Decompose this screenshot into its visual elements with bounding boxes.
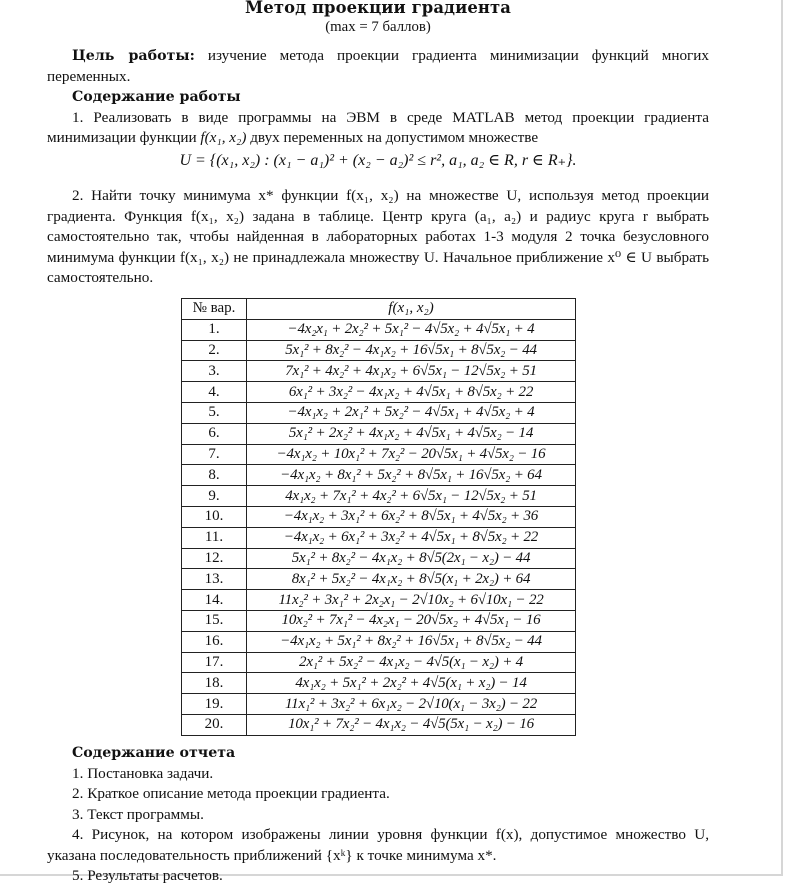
variant-function: 6x₁² + 3x₂² − 4x₁x₂ + 4√5x₁ + 8√5x₂ + 22 (247, 382, 576, 403)
table-row (182, 527, 576, 548)
report-item-4: 4. Рисунок, на котором изображены линии уровня функции f(x), допустимое множество U, указана последовательность приближений {xᵏ} к точке минимума x*. (47, 826, 709, 864)
variant-number: 16. (182, 631, 247, 652)
goal-text: изучение метода проекции градиента минимизации функций многих переменных. (47, 47, 709, 85)
table-row (182, 548, 576, 569)
variant-number: 17. (182, 652, 247, 673)
variant-function: −4x₁x₂ + 8x₁² + 5x₂² + 8√5x₁ + 16√5x₂ + 64 (247, 465, 576, 486)
variant-function: 2x₁² + 5x₂² − 4x₁x₂ − 4√5(x₁ − x₂) + 4 (247, 652, 576, 673)
variant-function: −4x₁x₂ + 5x₁² + 8x₂² + 16√5x₁ + 8√5x₂ − 44 (247, 631, 576, 652)
variant-function: 5x₁² + 8x₂² − 4x₁x₂ + 16√5x₁ + 8√5x₂ − 44 (247, 340, 576, 361)
variant-number: 6. (182, 423, 247, 444)
report-item-5: 5. Результаты расчетов. (72, 867, 223, 884)
admissible-set-formula: U = {(x₁, x₂) : (x₁ − a₁)² + (x₂ − a₂)² ≤ r², a₁, a₂ ∈ R, r ∈ R₊}. (179, 151, 577, 169)
variant-number: 3. (182, 361, 247, 382)
variant-function: 8x₁² + 5x₂² − 4x₁x₂ + 8√5(x₁ + 2x₂) + 64 (247, 569, 576, 590)
variant-number: 4. (182, 382, 247, 403)
variant-number: 10. (182, 506, 247, 527)
variant-function: 10x₁² + 7x₂² − 4x₁x₂ − 4√5(5x₁ − x₂) − 16 (247, 714, 576, 735)
table-row (182, 340, 576, 361)
variant-number: 12. (182, 548, 247, 569)
table-row (182, 402, 576, 423)
variant-function: 5x₁² + 8x₂² − 4x₁x₂ + 8√5(2x₁ − x₂) − 44 (247, 548, 576, 569)
goal-section (47, 46, 709, 87)
report-item-1: 1. Постановка задачи. (72, 764, 214, 782)
work-item-2: 2. Найти точку минимума x* функции f(x₁, x₂) на множестве U, используя метод проекции градиента. Функция f(x₁, x₂) задана в таблице. Центр круга (a₁, a₂) и радиус круга r выбрать самостоятельно так, чтобы найденная в лабораторных работах 1-3 модуля 2 точка безусловного минимума функции f(x₁, x₂) не принадлежала множеству U. Начальное приближение x⁰ ∈ U выбрать самостоятельно. (47, 187, 709, 286)
table-row (182, 506, 576, 527)
variant-function: −4x₁x₂ + 2x₁² + 5x₂² − 4√5x₁ + 4√5x₂ + 4 (247, 402, 576, 423)
variant-function: 11x₂² + 3x₁² + 2x₂x₁ − 2√10x₂ + 6√10x₁ − 22 (247, 590, 576, 611)
header-function: f(x₁, x₂) (247, 299, 576, 320)
variant-number: 5. (182, 402, 247, 423)
variant-number: 9. (182, 486, 247, 507)
variant-number: 8. (182, 465, 247, 486)
function-symbol: f(x₁, x₂) (200, 129, 247, 146)
document-title: Метод проекции градиента (245, 0, 511, 17)
variants-table (181, 298, 576, 736)
header-variant-number: № вар. (182, 299, 247, 320)
table-header-row (182, 299, 576, 320)
table-row (182, 444, 576, 465)
work-item-2-section (47, 186, 709, 289)
report-item-2: 2. Краткое описание метода проекции градиента. (72, 785, 390, 802)
table-row (182, 382, 576, 403)
variant-function: 7x₁² + 4x₂² + 4x₁x₂ + 6√5x₁ − 12√5x₂ + 51 (247, 361, 576, 382)
work-item-1-before: 1. Реализовать в виде программы на ЭВМ в среде MATLAB метод проекции градиента минимизации функции (47, 108, 709, 146)
goal-label: Цель работы: (72, 48, 195, 64)
work-content-heading: Содержание работы (72, 89, 241, 105)
variant-function: 4x₁x₂ + 5x₁² + 2x₂² + 4√5(x₁ + x₂) − 14 (247, 673, 576, 694)
table-row (182, 631, 576, 652)
table-row (182, 590, 576, 611)
table-row (182, 569, 576, 590)
table-row (182, 673, 576, 694)
goal-paragraph (47, 46, 709, 87)
variant-function: 11x₁² + 3x₂² + 6x₁x₂ − 2√10(x₁ − 3x₂) − 22 (247, 694, 576, 715)
work-item-1-after: двух переменных на допустимом множестве (250, 129, 539, 146)
variant-number: 13. (182, 569, 247, 590)
variant-number: 2. (182, 340, 247, 361)
variant-function: −4x₁x₂ + 6x₁² + 3x₂² + 4√5x₁ + 8√5x₂ + 22 (247, 527, 576, 548)
variant-number: 15. (182, 610, 247, 631)
variant-function: 10x₂² + 7x₁² − 4x₂x₁ − 20√5x₂ + 4√5x₁ − 16 (247, 610, 576, 631)
table-row (182, 465, 576, 486)
variant-function: −4x₂x₁ + 2x₂² + 5x₁² − 4√5x₂ + 4√5x₁ + 4 (247, 319, 576, 340)
work-content-section (47, 87, 709, 173)
report-content-heading: Содержание отчета (72, 745, 236, 761)
table-row (182, 423, 576, 444)
table-row (182, 714, 576, 735)
variant-number: 11. (182, 527, 247, 548)
variant-number: 14. (182, 590, 247, 611)
work-item-1 (47, 108, 709, 149)
variant-number: 7. (182, 444, 247, 465)
variant-function: 5x₁² + 2x₂² + 4x₁x₂ + 4√5x₁ + 4√5x₂ − 14 (247, 423, 576, 444)
table-row (182, 319, 576, 340)
variant-number: 1. (182, 319, 247, 340)
report-item-3: 3. Текст программы. (72, 805, 204, 823)
document-subtitle: (max = 7 баллов) (325, 19, 431, 35)
variant-function: −4x₁x₂ + 10x₁² + 7x₂² − 20√5x₁ + 4√5x₂ − 16 (247, 444, 576, 465)
report-content-section (47, 743, 709, 887)
table-row (182, 361, 576, 382)
table-row (182, 486, 576, 507)
variant-function: 4x₁x₂ + 7x₁² + 4x₂² + 6√5x₁ − 12√5x₂ + 51 (247, 486, 576, 507)
table-row (182, 694, 576, 715)
variant-function: −4x₁x₂ + 3x₁² + 6x₂² + 8√5x₁ + 4√5x₂ + 36 (247, 506, 576, 527)
table-row (182, 610, 576, 631)
table-row (182, 652, 576, 673)
variant-number: 18. (182, 673, 247, 694)
variant-number: 19. (182, 694, 247, 715)
variant-number: 20. (182, 714, 247, 735)
